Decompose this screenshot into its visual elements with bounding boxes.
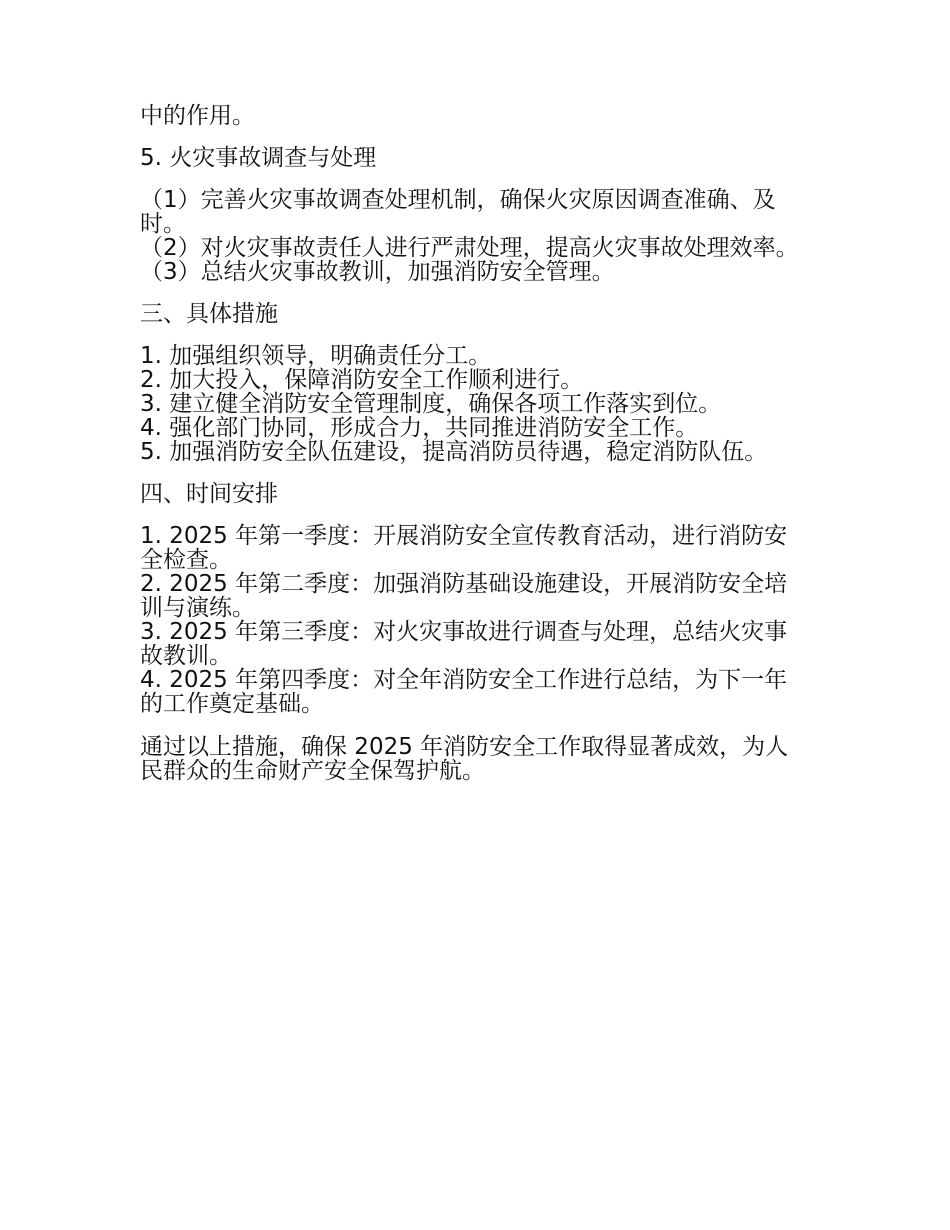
part-4-heading: 四、时间安排 (140, 481, 278, 507)
section-5-item: （2）对火灾事故责任人进行严肃处理，提高火灾事故处理效率。 (140, 235, 799, 261)
section-5-list (140, 188, 810, 284)
section-5-item: （3）总结火灾事故教训，加强消防安全管理。 (140, 259, 615, 285)
part-4-item: 1. 2025 年第一季度：开展消防安全宣传教育活动，进行消防安全检查。 (140, 523, 788, 573)
part-3-heading: 三、具体措施 (140, 301, 278, 327)
section-5-item: （1）完善火灾事故调查处理机制，确保火灾原因调查准确、及时。 (140, 187, 776, 237)
part-3-item: 3. 建立健全消防安全管理制度，确保各项工作落实到位。 (140, 391, 722, 417)
part-4-item: 4. 2025 年第四季度：对全年消防安全工作进行总结，为下一年的工作奠定基础。 (140, 667, 788, 717)
conclusion-paragraph: 通过以上措施，确保 2025 年消防安全工作取得显著成效，为人民群众的生命财产安全保驾护航。 (140, 734, 789, 784)
part-4-list (140, 524, 810, 716)
part-3-item: 5. 加强消防安全队伍建设，提高消防员待遇，稳定消防队伍。 (140, 439, 768, 465)
document-body (140, 104, 810, 783)
part-3-list (140, 344, 810, 464)
part-3-item: 2. 加大投入，保障消防安全工作顺利进行。 (140, 367, 584, 393)
part-4-item: 2. 2025 年第二季度：加强消防基础设施建设，开展消防安全培训与演练。 (140, 571, 788, 621)
continuation-text: 中的作用。 (140, 103, 255, 129)
part-3-item: 1. 加强组织领导，明确责任分工。 (140, 343, 492, 369)
part-3-item: 4. 强化部门协同，形成合力，共同推进消防安全工作。 (140, 415, 699, 441)
part-4-item: 3. 2025 年第三季度：对火灾事故进行调查与处理，总结火灾事故教训。 (140, 619, 788, 669)
section-5-heading: 5. 火灾事故调查与处理 (140, 145, 377, 171)
